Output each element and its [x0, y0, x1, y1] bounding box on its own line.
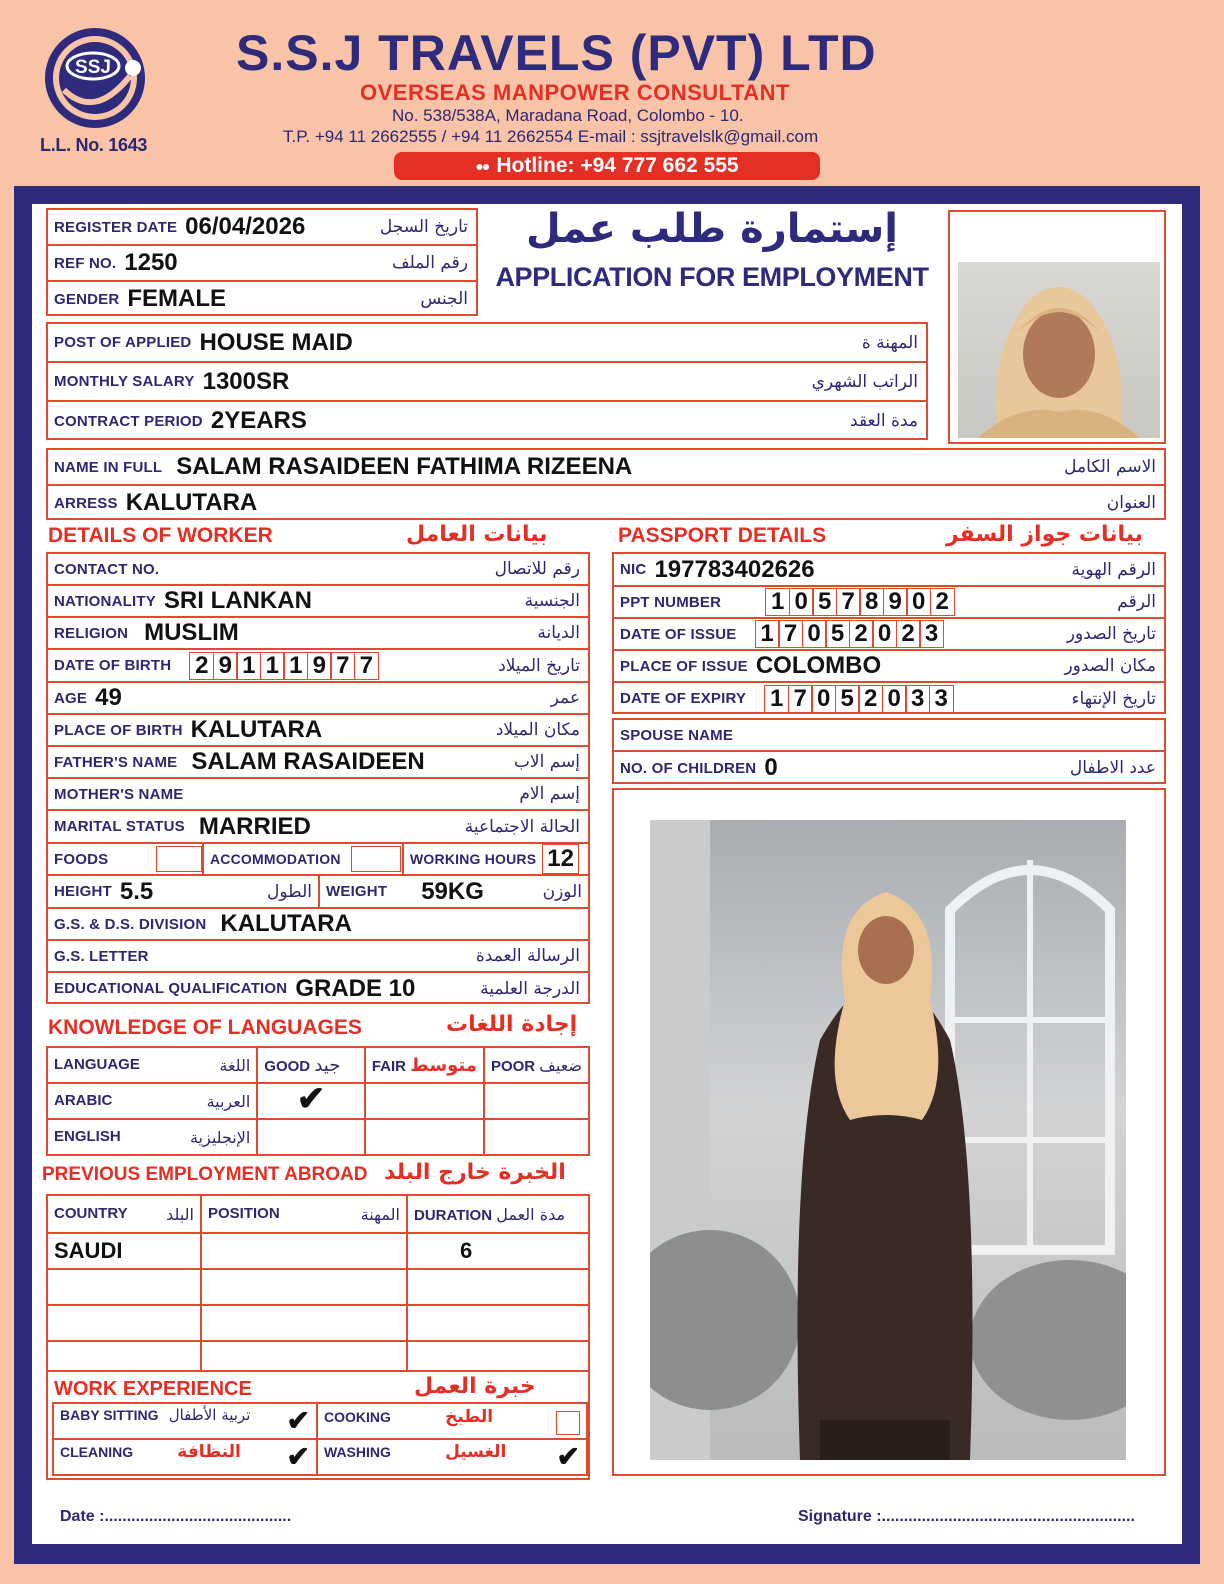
- full-name-label: NAME IN FULL: [54, 458, 163, 476]
- nationality-value: SRI LANKAN: [163, 587, 312, 614]
- ref-row: [48, 246, 476, 282]
- checkmark-icon: ✔: [296, 1079, 326, 1118]
- address-value: KALUTARA: [125, 489, 258, 516]
- pob-row: [48, 715, 588, 747]
- issue-row: [614, 619, 1164, 651]
- ppt-digit: 0: [789, 588, 814, 616]
- children-arabic: عدد الاطفال: [1069, 758, 1156, 778]
- work-experience-table: [52, 1402, 588, 1476]
- register-date-label: REGISTER DATE: [54, 218, 178, 236]
- issue-digit-boxes: [755, 620, 943, 648]
- checkmark-icon[interactable]: ✔: [286, 1441, 310, 1472]
- language-row-arabic: [47, 1083, 589, 1119]
- issue-digit: 0: [872, 620, 897, 648]
- age-label: AGE: [54, 689, 88, 707]
- full-name-value: SALAM RASAIDEEN FATHIMA RIZEENA: [176, 453, 633, 480]
- marital-row: [48, 811, 588, 844]
- expiry-digit: 0: [811, 685, 836, 713]
- employment-header-row: [47, 1195, 589, 1233]
- form-title-arabic: إستمارة طلب عمل: [526, 206, 898, 252]
- gs-division-row: [48, 909, 588, 941]
- working-hours-value: 12: [542, 844, 579, 874]
- ppt-digit: 2: [930, 588, 955, 616]
- height-label: HEIGHT: [54, 883, 112, 900]
- languages-header-row: [47, 1047, 589, 1083]
- father-label: FATHER'S NAME: [54, 753, 178, 771]
- pob-value: KALUTARA: [190, 716, 323, 743]
- ref-arabic: رقم الملف: [391, 253, 468, 273]
- salary-value: 1300SR: [202, 367, 290, 395]
- checkmark-icon[interactable]: ✔: [556, 1441, 580, 1472]
- dob-digit: 9: [307, 652, 332, 680]
- gs-division-value: KALUTARA: [220, 910, 352, 937]
- employment-table: [46, 1194, 590, 1378]
- dob-digit: 1: [236, 652, 261, 680]
- contact-label: CONTACT NO.: [54, 560, 160, 578]
- employment-position: [201, 1269, 407, 1305]
- nic-row: [614, 554, 1164, 587]
- register-date-value: 06/04/2026: [185, 213, 306, 240]
- contact-row: [48, 554, 588, 586]
- employment-section-title-arabic: الخبرة خارج البلد: [384, 1160, 566, 1185]
- father-row: [48, 747, 588, 779]
- date-signature-line: Date :..........................................: [60, 1508, 292, 1525]
- children-value: 0: [764, 754, 778, 781]
- gender-value: FEMALE: [127, 285, 227, 312]
- ppt-digit: 7: [836, 588, 861, 616]
- post-row: [48, 324, 926, 363]
- dob-digit: 9: [213, 652, 238, 680]
- passport-section-title: PASSPORT DETAILS: [618, 524, 827, 547]
- mother-label: MOTHER'S NAME: [54, 785, 184, 803]
- employment-section-title: PREVIOUS EMPLOYMENT ABROAD: [42, 1164, 368, 1185]
- issue-digit: 2: [849, 620, 874, 648]
- country-col-header: COUNTRY البلد: [47, 1195, 201, 1233]
- hotline-badge: [394, 152, 820, 180]
- children-label: NO. OF CHILDREN: [620, 759, 757, 777]
- employment-position: [201, 1233, 407, 1269]
- expiry-row: [614, 683, 1164, 714]
- place-of-issue-arabic: مكان الصدور: [1064, 656, 1156, 676]
- issue-digit: 0: [802, 620, 827, 648]
- accommodation-checkbox[interactable]: [351, 846, 401, 872]
- expiry-digit: 3: [905, 685, 930, 713]
- weight-label: WEIGHT: [326, 883, 388, 900]
- good-col-header: GOOD جيد: [257, 1047, 365, 1083]
- address-arabic: العنوان: [1106, 493, 1156, 513]
- post-label: POST OF APPLIED: [54, 334, 192, 351]
- contract-label: CONTRACT PERIOD: [54, 412, 203, 430]
- logo-text: SSJ: [75, 57, 111, 78]
- pob-arabic: مكان الميلاد: [495, 720, 580, 740]
- place-of-issue-row: [614, 651, 1164, 683]
- contract-row: [48, 402, 926, 440]
- religion-value: MUSLIM: [144, 619, 239, 646]
- dob-digit: 7: [354, 652, 379, 680]
- ppt-label: PPT NUMBER: [620, 593, 722, 611]
- education-arabic: الدرجة العلمية: [480, 978, 580, 999]
- employment-position: [201, 1305, 407, 1341]
- age-value: 49: [95, 684, 122, 711]
- expiry-label: DATE OF EXPIRY: [620, 690, 747, 707]
- identity-box: [46, 448, 1166, 520]
- languages-section-title: KNOWLEDGE OF LANGUAGES: [48, 1016, 362, 1039]
- place-of-issue-value: COLOMBO: [755, 652, 882, 679]
- height-arabic: الطول: [267, 881, 312, 902]
- foods-label: FOODS: [54, 850, 109, 868]
- applicant-full-photo: [650, 820, 1126, 1460]
- checkmark-icon[interactable]: ✔: [286, 1405, 310, 1436]
- gender-arabic: الجنس: [420, 289, 468, 309]
- weight-arabic: الوزن: [542, 881, 582, 902]
- foods-row: [48, 844, 588, 876]
- experience-cooking: COOKING الطبخ: [317, 1403, 587, 1439]
- height-weight-row: [48, 876, 588, 909]
- experience-baby-sitting: BABY SITTING تربية الأطفال ✔: [53, 1403, 317, 1439]
- work-experience-title: WORK EXPERIENCE: [54, 1378, 252, 1400]
- dob-digit: 7: [330, 652, 355, 680]
- experience-row: [53, 1439, 587, 1475]
- worker-section-title: DETAILS OF WORKER: [48, 524, 273, 547]
- expiry-digit: 2: [858, 685, 883, 713]
- employment-row: [47, 1305, 589, 1341]
- ref-label: REF NO.: [54, 254, 117, 272]
- expiry-digit: 5: [835, 685, 860, 713]
- family-box: [612, 718, 1166, 784]
- marital-label: MARITAL STATUS: [54, 818, 185, 835]
- ref-value: 1250: [124, 249, 178, 276]
- language-good-cell[interactable]: [257, 1079, 365, 1119]
- contract-value: 2YEARS: [210, 407, 307, 434]
- company-subtitle: OVERSEAS MANPOWER CONSULTANT: [360, 80, 790, 105]
- gs-letter-label: G.S. LETTER: [54, 947, 149, 965]
- dob-digit: 2: [189, 652, 214, 680]
- weight-value: 59KG: [421, 877, 484, 905]
- cooking-checkbox[interactable]: [556, 1411, 580, 1435]
- language-poor-cell[interactable]: [484, 1083, 589, 1119]
- ppt-digit: 0: [906, 588, 931, 616]
- height-value: 5.5: [119, 877, 154, 905]
- employment-duration: 6: [407, 1233, 589, 1269]
- employment-duration: [407, 1269, 589, 1305]
- employment-duration: [407, 1305, 589, 1341]
- spouse-label: SPOUSE NAME: [620, 726, 734, 744]
- issue-digit: 2: [896, 620, 921, 648]
- passport-box: [612, 552, 1166, 714]
- gender-label: GENDER: [54, 290, 120, 308]
- form-title: APPLICATION FOR EMPLOYMENT: [495, 262, 929, 292]
- religion-label: RELIGION: [54, 624, 129, 642]
- license-number: L.L. No. 1643: [40, 135, 148, 155]
- language-row-english: [47, 1119, 589, 1155]
- children-row: [614, 752, 1164, 784]
- expiry-digit: 0: [882, 685, 907, 713]
- expiry-digit: 1: [764, 685, 789, 713]
- marital-value: MARRIED: [198, 812, 311, 840]
- salary-label: MONTHLY SALARY: [54, 373, 195, 390]
- nic-value: 197783402626: [654, 555, 815, 583]
- employment-row: [47, 1269, 589, 1305]
- post-arabic: المهنة ة: [861, 332, 918, 353]
- religion-arabic: الديانة: [537, 623, 580, 643]
- company-name: S.S.J TRAVELS (PVT) LTD: [236, 25, 877, 81]
- father-arabic: إسم الاب: [513, 752, 580, 772]
- employment-country: [47, 1269, 201, 1305]
- work-experience-title-arabic: خبرة العمل: [414, 1374, 536, 1399]
- full-name-arabic: الاسم الكامل: [1064, 457, 1156, 477]
- issue-digit: 3: [919, 620, 944, 648]
- experience-row: [53, 1403, 587, 1439]
- gs-letter-row: [48, 941, 588, 973]
- poor-col-header: POOR ضعيف: [484, 1047, 589, 1083]
- ppt-digit: 1: [765, 588, 790, 616]
- contract-arabic: مدة العقد: [850, 411, 918, 431]
- company-address: No. 538/538A, Maradana Road, Colombo - 10.: [392, 106, 744, 125]
- age-arabic: عمر: [550, 688, 580, 708]
- gs-letter-arabic: الرسالة العمدة: [475, 946, 580, 966]
- pob-label: PLACE OF BIRTH: [54, 721, 183, 739]
- worker-details-box: [46, 552, 590, 1004]
- job-box: [46, 322, 928, 440]
- mother-arabic: إسم الام: [519, 784, 580, 804]
- contact-arabic: رقم للاتصال: [494, 559, 580, 579]
- language-name: ENGLISH الإنجليزية: [47, 1119, 257, 1155]
- ppt-digit: 5: [812, 588, 837, 616]
- whatsapp-viber-icon: ●●: [475, 158, 489, 174]
- education-value: GRADE 10: [295, 974, 416, 1002]
- full-name-row: [48, 450, 1164, 486]
- fair-col-header: FAIR متوسط: [365, 1047, 484, 1083]
- experience-cleaning: CLEANING النظافة ✔: [53, 1439, 317, 1475]
- place-of-issue-label: PLACE OF ISSUE: [620, 657, 748, 675]
- language-poor-cell[interactable]: [484, 1119, 589, 1155]
- company-logo: [38, 28, 152, 128]
- address-row: [48, 486, 1164, 520]
- working-hours-label: WORKING HOURS: [410, 851, 537, 867]
- expiry-digit: 7: [788, 685, 813, 713]
- worker-section-title-arabic: بيانات العامل: [406, 522, 548, 547]
- ppt-digit: 8: [859, 588, 884, 616]
- ppt-arabic: الرقم: [1117, 592, 1156, 612]
- passport-section-title-arabic: بيانات جواز السفر: [946, 522, 1144, 547]
- employment-row: [47, 1233, 589, 1269]
- applicant-portrait-photo: [958, 262, 1160, 438]
- education-label: EDUCATIONAL QUALIFICATION: [54, 980, 288, 997]
- expiry-arabic: تاريخ الإنتهاء: [1071, 688, 1156, 709]
- signature-line: Signature :.........................................................: [798, 1508, 1135, 1525]
- religion-row: [48, 618, 588, 650]
- company-phones: T.P. +94 11 2662555 / +94 11 2662554 E-mail : ssjtravelslk@gmail.com: [283, 127, 819, 146]
- language-fair-cell[interactable]: [365, 1119, 484, 1155]
- post-value: HOUSE MAID: [199, 328, 353, 356]
- position-col-header: POSITION المهنة: [201, 1195, 407, 1233]
- spouse-row: [614, 720, 1164, 752]
- language-name: ARABIC العربية: [47, 1083, 257, 1119]
- register-date-arabic: تاريخ السجل: [379, 217, 468, 237]
- dob-arabic: تاريخ الميلاد: [498, 655, 580, 676]
- ppt-digit-boxes: [765, 588, 953, 616]
- hotline-text: Hotline: +94 777 662 555: [496, 154, 739, 177]
- salary-arabic: الراتب الشهري: [811, 371, 918, 392]
- employment-country: SAUDI: [47, 1233, 201, 1269]
- father-value: SALAM RASAIDEEN: [191, 748, 425, 775]
- issue-label: DATE OF ISSUE: [620, 625, 737, 643]
- ppt-digit: 9: [883, 588, 908, 616]
- language-good-cell[interactable]: [257, 1119, 365, 1155]
- expiry-digit-boxes: [764, 685, 952, 713]
- salary-row: [48, 363, 926, 402]
- dob-digit: 1: [260, 652, 285, 680]
- gs-division-label: G.S. & D.S. DIVISION: [54, 915, 207, 933]
- dob-digit: 1: [283, 652, 308, 680]
- nationality-arabic: الجنسية: [524, 591, 580, 611]
- gender-row: [48, 282, 476, 316]
- education-row: [48, 973, 588, 1004]
- dob-label: DATE OF BIRTH: [54, 657, 172, 674]
- mother-row: [48, 779, 588, 811]
- issue-digit: 5: [825, 620, 850, 648]
- issue-digit: 1: [755, 620, 780, 648]
- expiry-digit: 3: [929, 685, 954, 713]
- employment-country: [47, 1305, 201, 1341]
- nic-label: NIC: [620, 561, 647, 578]
- nationality-row: [48, 586, 588, 618]
- address-label: ARRESS: [54, 494, 118, 512]
- age-row: [48, 683, 588, 715]
- register-box: [46, 208, 478, 316]
- languages-section-title-arabic: إجادة اللغات: [446, 1012, 578, 1037]
- issue-arabic: تاريخ الصدور: [1066, 624, 1156, 644]
- ppt-row: [614, 587, 1164, 619]
- duration-col-header: DURATION مدة العمل: [407, 1195, 589, 1233]
- marital-arabic: الحالة الاجتماعية: [464, 816, 580, 837]
- foods-checkbox[interactable]: [156, 846, 202, 872]
- dob-digit-boxes: [189, 652, 377, 680]
- dob-row: [48, 650, 588, 683]
- experience-washing: WASHING الغسيل ✔: [317, 1439, 587, 1475]
- nic-arabic: الرقم الهوية: [1071, 559, 1156, 580]
- languages-table: [46, 1046, 590, 1156]
- nationality-label: NATIONALITY: [54, 592, 156, 610]
- language-col-header: LANGUAGE اللغة: [47, 1047, 257, 1083]
- accommodation-label: ACCOMMODATION: [210, 851, 341, 867]
- register-date-row: [48, 210, 476, 246]
- issue-digit: 7: [778, 620, 803, 648]
- language-fair-cell[interactable]: [365, 1083, 484, 1119]
